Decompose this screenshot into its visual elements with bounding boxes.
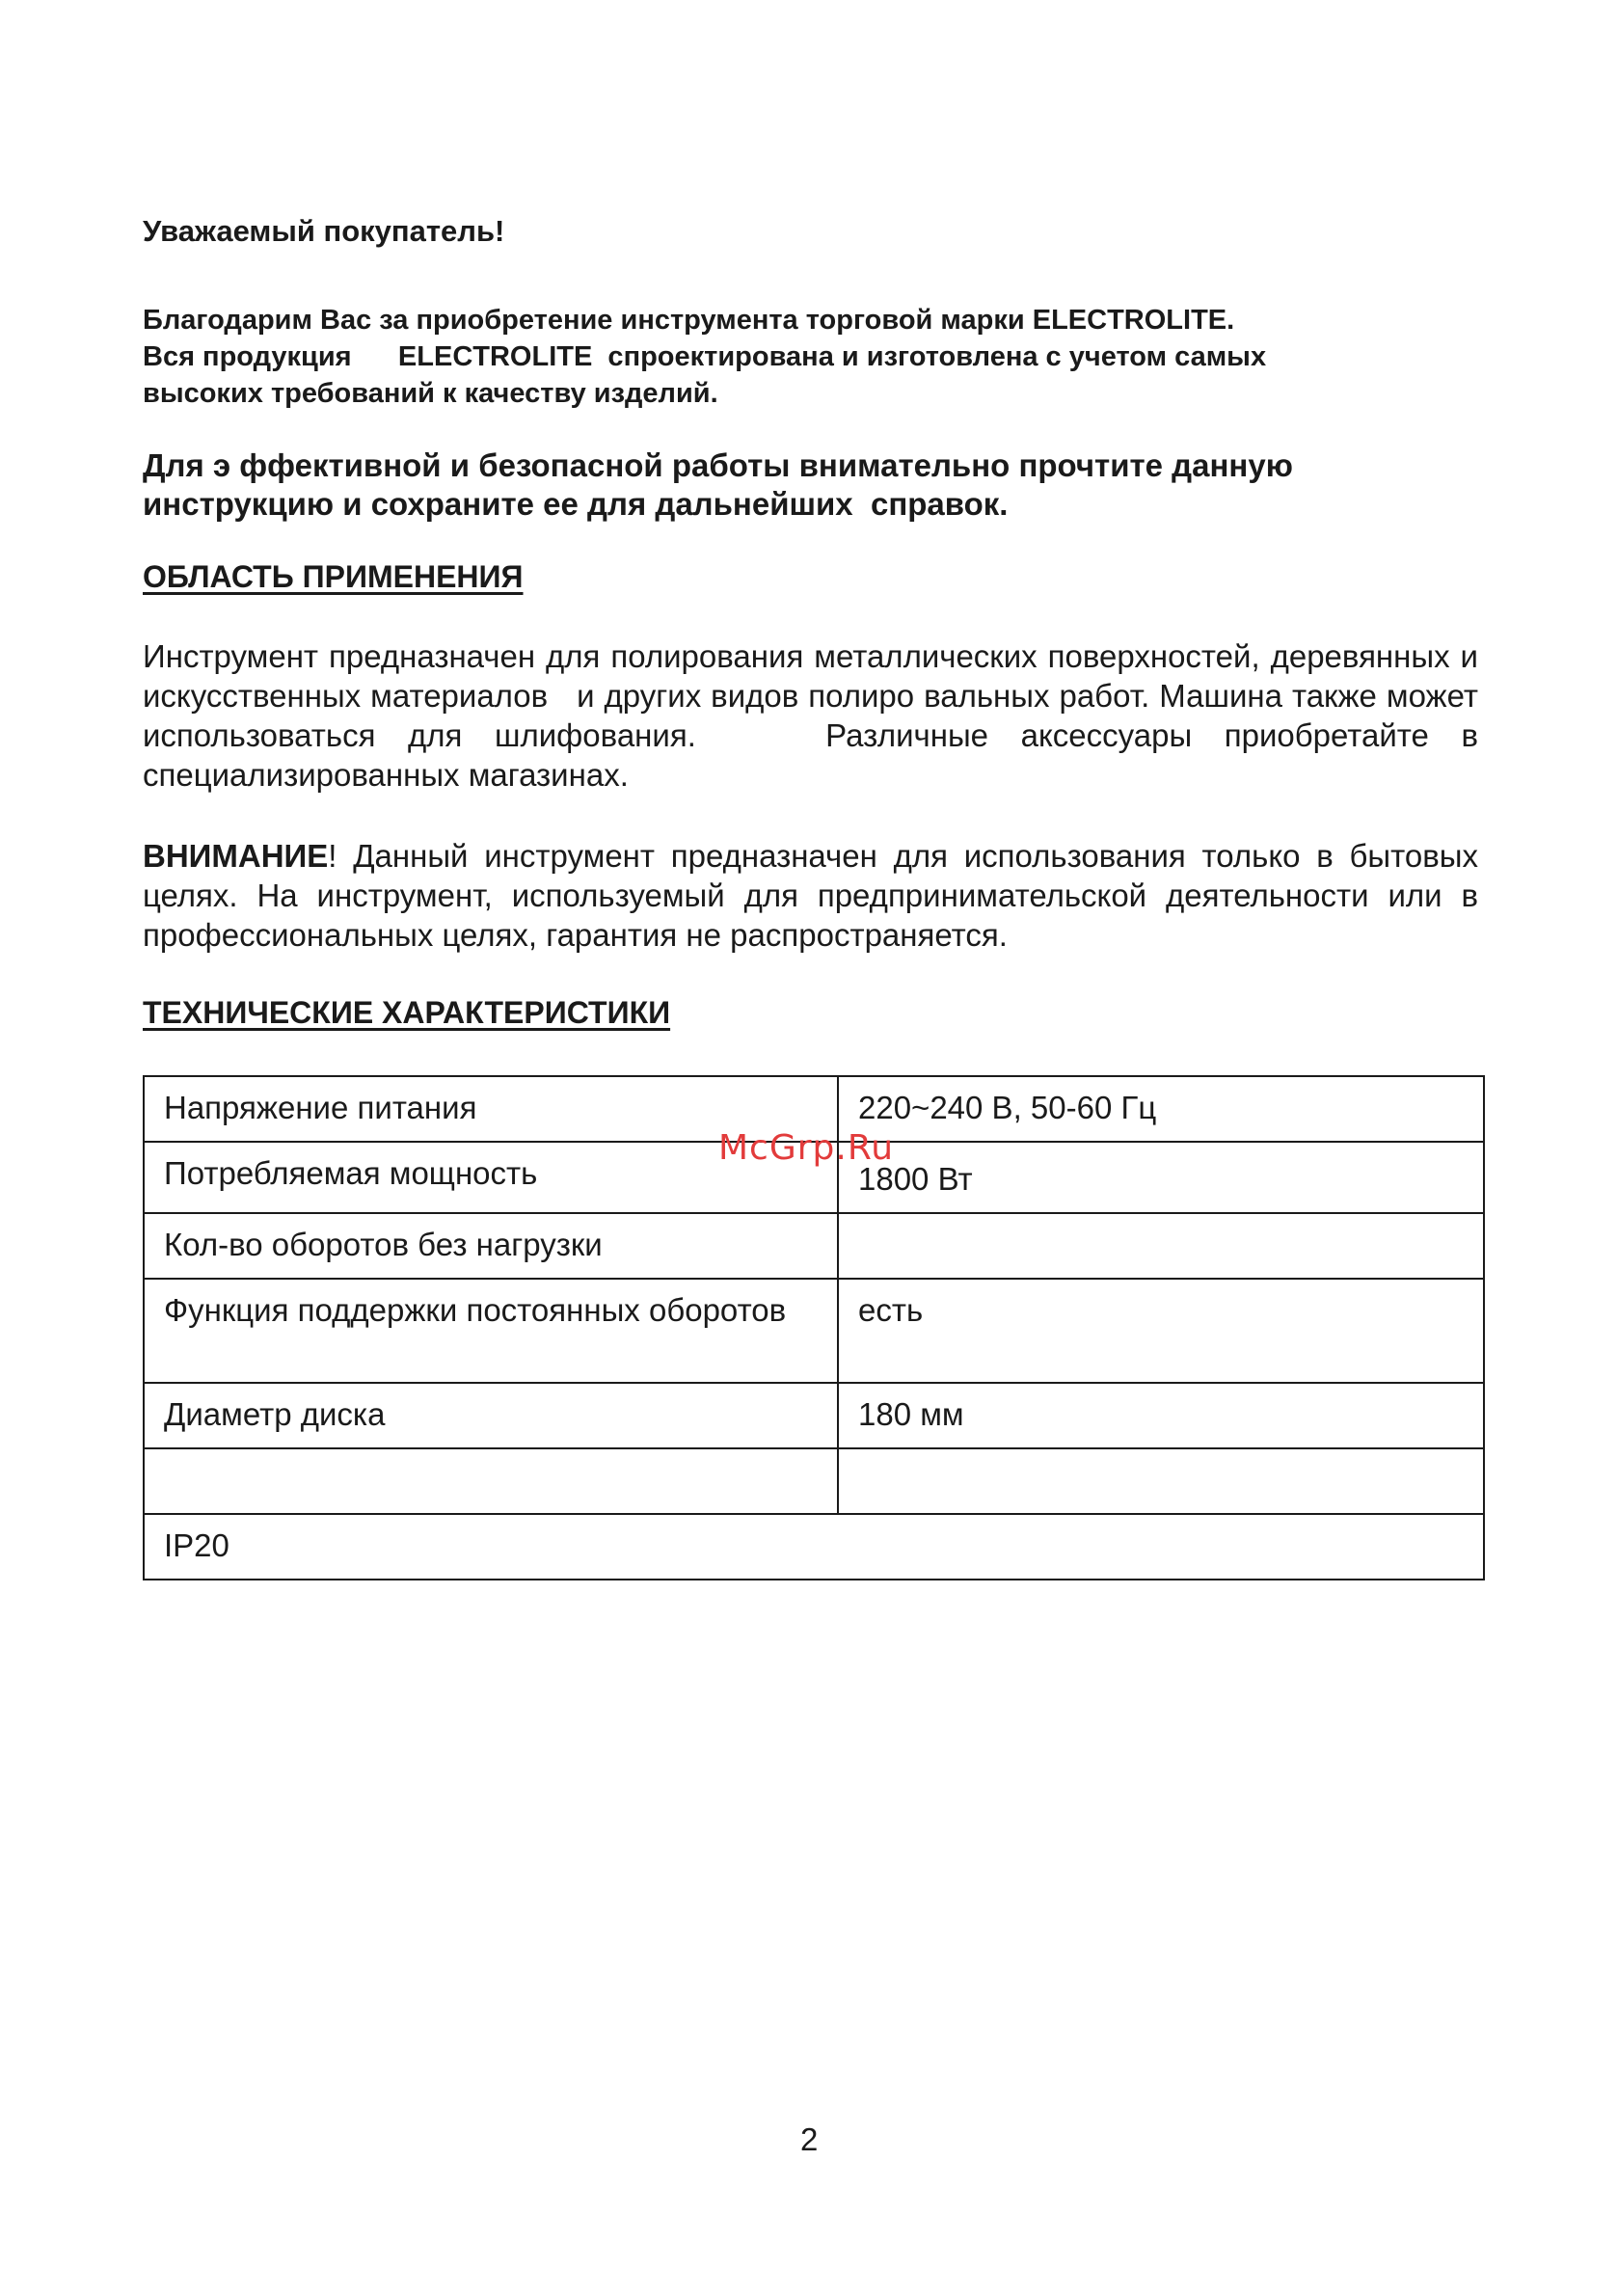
spec-value: есть bbox=[838, 1279, 1484, 1383]
table-row bbox=[144, 1213, 1484, 1279]
spec-value: 220~240 В, 50-60 Гц bbox=[838, 1076, 1484, 1142]
table-row bbox=[144, 1383, 1484, 1448]
warning-label: ВНИМАНИЕ bbox=[143, 838, 329, 874]
warning-paragraph bbox=[143, 836, 1478, 955]
spec-label: Диаметр диска bbox=[144, 1383, 838, 1448]
application-text: Инструмент предназначен для полирования металлических поверхностей, деревянных и искусственных материалов и других видов полиро вальных работ. Машина также может использоваться для шлифования. Различные аксессуары приобретайте в специализированных магазинах. bbox=[143, 638, 1488, 793]
spec-label: Функция поддержки постоянных оборотов bbox=[144, 1279, 838, 1383]
spec-label: Кол-во оборотов без нагрузки bbox=[144, 1213, 838, 1279]
spec-value bbox=[838, 1213, 1484, 1279]
notice-line: Для э ффективной и безопасной работы внимательно прочтите данную bbox=[143, 447, 1293, 483]
spec-label bbox=[144, 1448, 838, 1514]
warning-text: ! Данный инструмент предназначен для использования только в бытовых целях. На инструмент, используемый для предпринимательской деятельности или в профессиональных целях, гарантия не распространяется. bbox=[143, 838, 1478, 953]
table-row bbox=[144, 1279, 1484, 1383]
specs-heading: ТЕХНИЧЕСКИЕ ХАРАКТЕРИСТИКИ bbox=[143, 995, 671, 1030]
table-row bbox=[144, 1514, 1484, 1580]
spec-value: 1800 Вт bbox=[838, 1142, 1484, 1213]
notice-paragraph bbox=[143, 446, 1493, 524]
spec-label: Потребляемая мощность bbox=[144, 1142, 838, 1213]
watermark: McGrp.Ru bbox=[718, 1128, 895, 1168]
intro-line: высоких требований к качеству изделий. bbox=[143, 378, 718, 409]
table-row bbox=[144, 1448, 1484, 1514]
spec-value: 180 мм bbox=[838, 1383, 1484, 1448]
intro-line: Вся продукция ELECTROLITE спроектирована и изготовлена с учетом самых bbox=[143, 341, 1267, 372]
application-heading: ОБЛАСТЬ ПРИМЕНЕНИЯ bbox=[143, 559, 524, 594]
intro-line: Благодарим Вас за приобретение инструмента торговой марки ELECTROLITE. bbox=[143, 305, 1235, 336]
spec-label: Напряжение питания bbox=[144, 1076, 838, 1142]
greeting-heading: Уважаемый покупатель! bbox=[143, 214, 505, 248]
page-number: 2 bbox=[800, 2121, 819, 2157]
notice-line: инструкцию и сохраните ее для дальнейших справок. bbox=[143, 486, 1009, 522]
spec-footer-cell: IP20 bbox=[144, 1514, 1484, 1580]
spec-value bbox=[838, 1448, 1484, 1514]
intro-paragraph bbox=[143, 302, 1493, 412]
